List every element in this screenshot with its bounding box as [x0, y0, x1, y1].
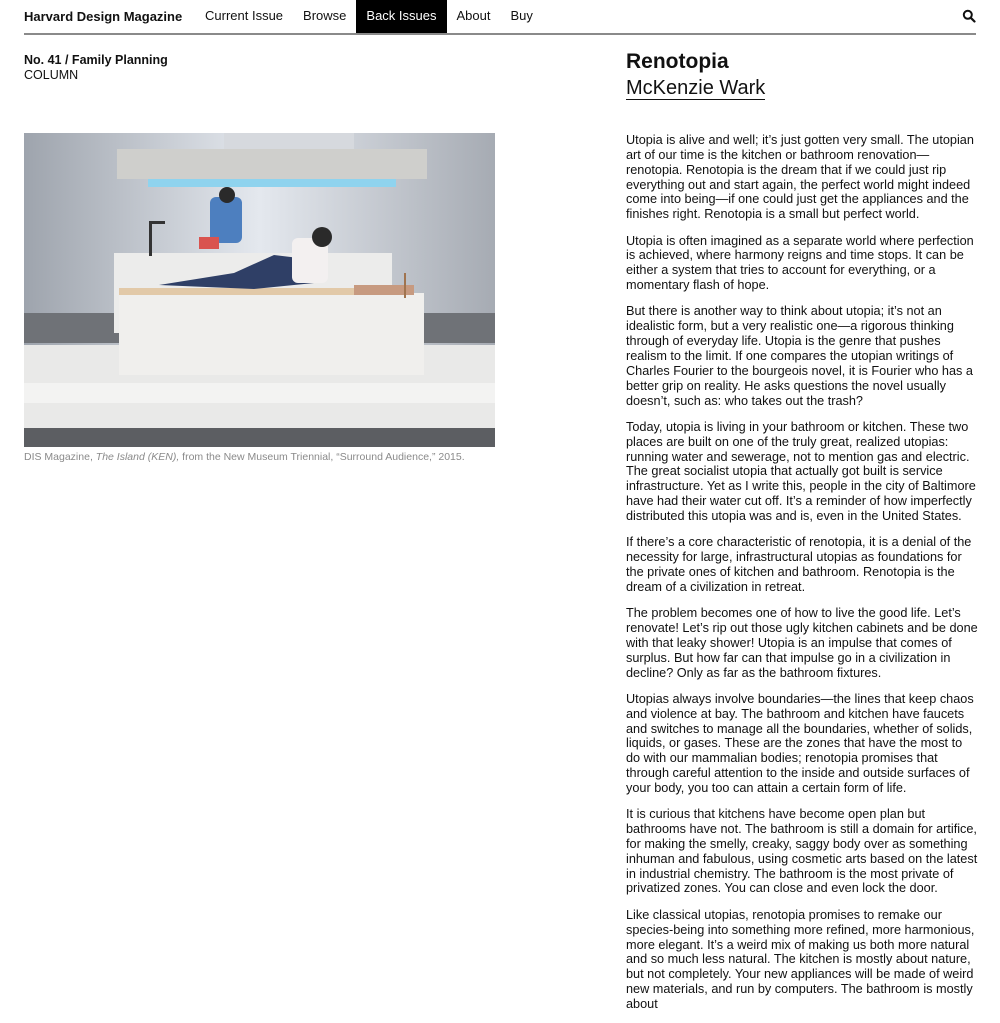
- article-paragraph: Today, utopia is living in your bathroom or kitchen. These two places are built on one of the truly great, realized utopias: running water and sewerage, not to mention gas and electric. The great socialist utopia that actually got built is service infrastructure. Yet as I write this, people in the city of Baltimore have had their water cut off. It’s a reminder of how imperfectly distributed this utopia was and is, even in the United States.: [626, 419, 976, 523]
- author-link[interactable]: McKenzie Wark: [626, 77, 766, 99]
- nav-buy[interactable]: Buy: [510, 8, 533, 23]
- nav-current-issue[interactable]: Current Issue: [205, 8, 284, 23]
- article-paragraph: But there is another way to think about utopia; it’s not an idealistic form, but a very realistic one—a rigorous thinking through of everyday life. Utopia is the genre that pushes realism to the limit. If one compares the utopian writings of Charles Fourier to the bourgeois novel, it is Fourier who has a better grip on reality. He asks questions the novel usually doesn’t, such as: who takes out the trash?: [626, 304, 973, 408]
- caption-source: DIS Magazine,: [24, 451, 96, 463]
- article-paragraph: Utopia is alive and well; it’s just gotten very small. The utopian art of our time is the kitchen or bathroom renovation—renotopia. Renotopia is the dream that if we could just rip everything out and start again, the perfect world might indeed come into being—if one could just get the appliances and the finishes right. Renotopia is a small but perfect world.: [626, 133, 974, 222]
- nav-browse[interactable]: Browse: [303, 8, 347, 23]
- article-paragraph: Utopia is often imagined as a separate world where perfection is achieved, where harmony reigns and time stops. It can be either a system that tries to account for everything, or a momentary flash of hope.: [626, 233, 974, 293]
- top-navigation-bar: [24, 0, 976, 35]
- article-paragraph: If there’s a core characteristic of renotopia, it is a denial of the necessity for large, infrastructural utopias as foundations for the private ones of kitchen and bathroom. Renotopia is the dream of a civilization in retreat.: [626, 535, 972, 594]
- nav-about[interactable]: About: [456, 8, 491, 23]
- kitchen-installation-photo: [24, 133, 495, 447]
- article-paragraph: It is curious that kitchens have become open plan but bathrooms have not. The bathroom is still a domain for artifice, for making the smelly, creaky, saggy body over as something inhuman and fabulous, using cosmetic arts based on the latest in industrial chemistry. The bathroom is the most private of privatized zones. You can close and even lock the door.: [626, 807, 978, 896]
- main-nav: [195, 0, 543, 33]
- article-paragraph: Like classical utopias, renotopia promises to remake our species-being into something more refined, more harmonious, more elegant. It’s a weird mix of making us both more natural and so much less natural. The kitchen is mostly about nature, but not completely. Your new appliances will be made of weird new materials, and run by computers. The bathroom is mostly about: [626, 907, 975, 1011]
- article-paragraph: The problem becomes one of how to live the good life. Let’s renovate! Let’s rip out those ugly kitchen cabinets and be done with that leaky shower! Utopia is an impulse that comes of surplus. But how far can that impulse go in a civilization in decline? Only as far as the bathroom fixtures.: [626, 606, 978, 680]
- article-paragraph: Utopias always involve boundaries—the lines that keep chaos and violence at bay. The bathroom and kitchen have faucets and switches to manage all the boundaries, whether of solids, liquids, or gases. These are the zones that have the most to do with our mammalian bodies; renotopia promises that through careful attention to the inside and outside surfaces of your body, you too can attain a certain form of life.: [626, 691, 974, 795]
- caption-work-title: The Island (KEN),: [95, 451, 180, 463]
- article-body: [626, 133, 978, 1023]
- issue-label[interactable]: No. 41 / Family Planning: [24, 53, 168, 67]
- article-image: [24, 133, 495, 447]
- section-label: COLUMN: [24, 68, 79, 82]
- caption-details: from the New Museum Triennial, “Surround Audience,” 2015.: [179, 451, 465, 463]
- article-meta: [24, 53, 168, 83]
- search-icon[interactable]: [962, 9, 976, 23]
- nav-back-issues[interactable]: Back Issues: [356, 0, 446, 33]
- image-caption: [24, 451, 465, 463]
- article-title: Renotopia: [626, 50, 729, 73]
- site-logo-link[interactable]: Harvard Design Magazine: [24, 9, 183, 24]
